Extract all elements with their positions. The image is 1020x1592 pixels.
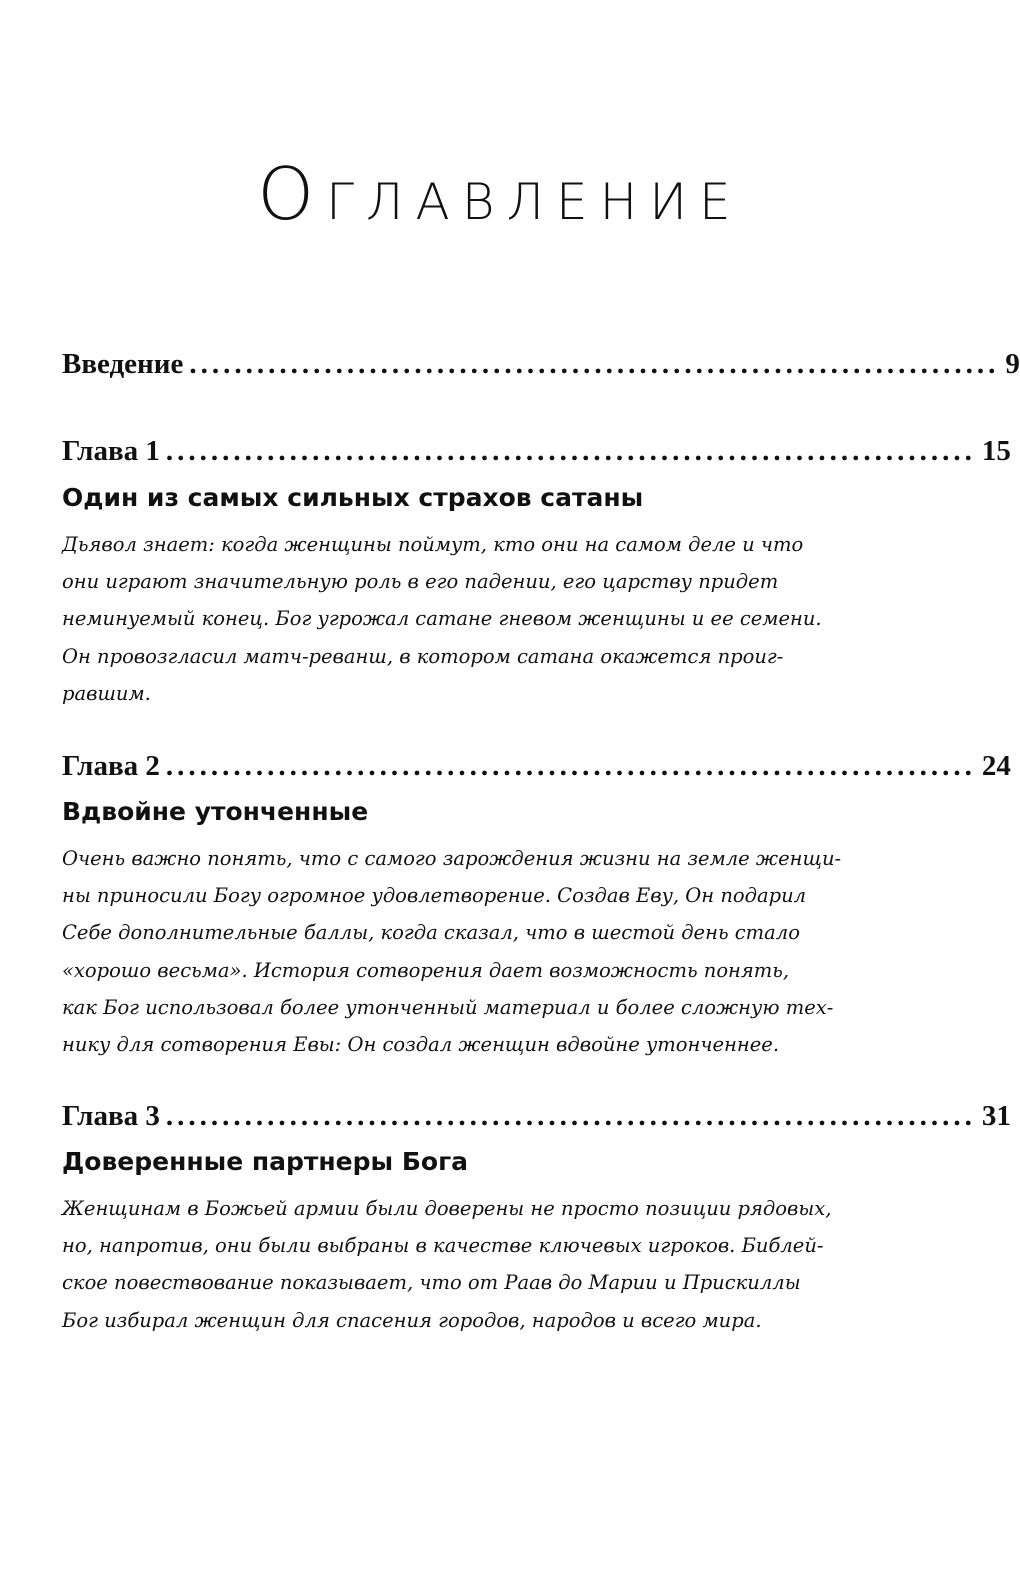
description-line: ское повествование показывает, что от Раав до Марии и Прискиллы <box>62 1271 801 1295</box>
toc-entry-chapter-1[interactable] <box>62 434 1011 469</box>
chapter-2-description <box>62 840 874 1063</box>
toc-entry-label: Глава 3 <box>62 1100 160 1132</box>
description-line: они играют значительную роль в его падении, его царству придет <box>62 570 779 594</box>
description-line: Женщинам в Божьей армии были доверены не просто позиции рядовых, <box>62 1197 832 1220</box>
description-line: Очень важно понять, что с самого зарождения жизни на земле женщи- <box>62 847 842 870</box>
dot-leader: ........................................................................ <box>165 750 976 782</box>
description-line: Дьявол знает: когда женщины поймут, кто они на самом деле и что <box>62 533 804 556</box>
page-title: Оглавление <box>257 152 743 236</box>
chapter-3-description <box>62 1190 874 1339</box>
chapter-1-subtitle: Один из самых сильных страхов сатаны <box>62 483 644 512</box>
chapter-1-description <box>62 526 874 712</box>
toc-page-number: 31 <box>981 1100 1011 1132</box>
description-line: Себе дополнительные баллы, когда сказал, что в шестой день стало <box>62 921 800 945</box>
description-line: но, напротив, они были выбраны в качестве ключевых игроков. Библей- <box>62 1234 824 1258</box>
chapter-3-subtitle: Доверенные партнеры Бога <box>62 1147 469 1176</box>
description-line: Он провозгласил матч-реванш, в котором сатана окажется проиг- <box>62 644 784 668</box>
toc-entry-label: Введение <box>62 348 184 380</box>
description-line: ны приносили Богу огромное удовлетворение. Создав Еву, Он подарил <box>62 884 807 908</box>
dot-leader: ........................................................................ <box>165 435 976 467</box>
dot-leader: ........................................................................ <box>165 1100 976 1132</box>
toc-page-number: 24 <box>981 750 1011 782</box>
toc-page-number: 15 <box>981 435 1011 467</box>
toc-entry-label: Глава 1 <box>62 435 160 467</box>
description-line: неминуемый конец. Бог угрожал сатане гневом женщины и ее семени. <box>62 607 822 631</box>
toc-entry-chapter-2[interactable] <box>62 749 1011 784</box>
toc-entry-intro[interactable] <box>62 347 1020 382</box>
toc-entry-chapter-3[interactable] <box>62 1099 1011 1134</box>
chapter-2-subtitle: Вдвойне утонченные <box>62 797 369 826</box>
description-line: Бог избирал женщин для спасения городов, народов и всего мира. <box>62 1308 762 1332</box>
description-line: нику для сотворения Евы: Он создал женщин вдвойне утонченнее. <box>62 1033 780 1057</box>
dot-leader: ........................................................................ <box>189 348 1000 380</box>
toc-entry-label: Глава 2 <box>62 750 160 782</box>
description-line: равшим. <box>62 681 151 705</box>
description-line: как Бог использовал более утонченный материал и более сложную тех- <box>62 995 834 1019</box>
description-line: «хорошо весьма». История сотворения дает возможность понять, <box>62 958 790 982</box>
toc-page-number: 9 <box>1005 348 1020 380</box>
